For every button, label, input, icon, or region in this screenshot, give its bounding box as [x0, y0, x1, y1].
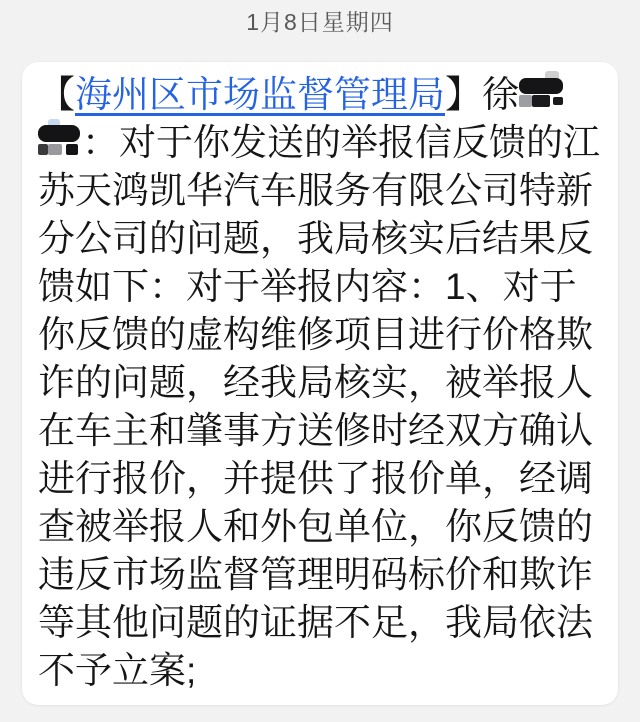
message-line — [38, 551, 602, 599]
agency-link[interactable]: 海州区市场监督管理局 — [75, 74, 445, 115]
redaction-block — [519, 71, 567, 111]
message-line — [38, 359, 602, 407]
message-text-segment: 分公司的问题，我局核实后结果反 — [38, 218, 593, 259]
message-text-segment: 在车主和肇事方送修时经双方确认 — [38, 410, 593, 451]
message-line — [38, 647, 602, 695]
message-text-segment: 馈如下：对于举报内容：1、对于 — [38, 266, 577, 307]
message-text-segment: 违反市场监督管理明码标价和欺诈 — [38, 554, 593, 595]
redaction-block — [38, 119, 82, 159]
message-text-segment: 苏天鸿凯华汽车服务有限公司特新 — [38, 170, 593, 211]
message-line — [38, 455, 602, 503]
message-text-segment: 等其他问题的证据不足，我局依法 — [38, 602, 593, 643]
message-line — [38, 407, 602, 455]
message-text-segment: 你反馈的虚构维修项目进行价格欺 — [38, 314, 593, 355]
message-line — [38, 263, 602, 311]
message-line — [38, 215, 602, 263]
message-text-segment: 】徐 — [445, 74, 519, 115]
message-line — [38, 71, 602, 119]
message-line — [38, 311, 602, 359]
date-header: 1月8日星期四 — [246, 9, 394, 35]
message-line — [38, 503, 602, 551]
message-text-segment: 进行报价，并提供了报价单，经调 — [38, 458, 593, 499]
message-text-segment: 查被举报人和外包单位，你反馈的 — [38, 506, 593, 547]
message-text-segment: 不予立案; — [38, 650, 197, 691]
message-line — [38, 167, 602, 215]
message-text-segment: ：对于你发送的举报信反馈的江 — [82, 122, 600, 163]
message-text-segment: 【 — [38, 74, 75, 115]
message-text — [38, 71, 602, 695]
message-line — [38, 119, 602, 167]
message-bubble[interactable] — [22, 62, 618, 705]
message-text-segment: 诈的问题，经我局核实，被举报人 — [38, 362, 593, 403]
message-line — [38, 599, 602, 647]
